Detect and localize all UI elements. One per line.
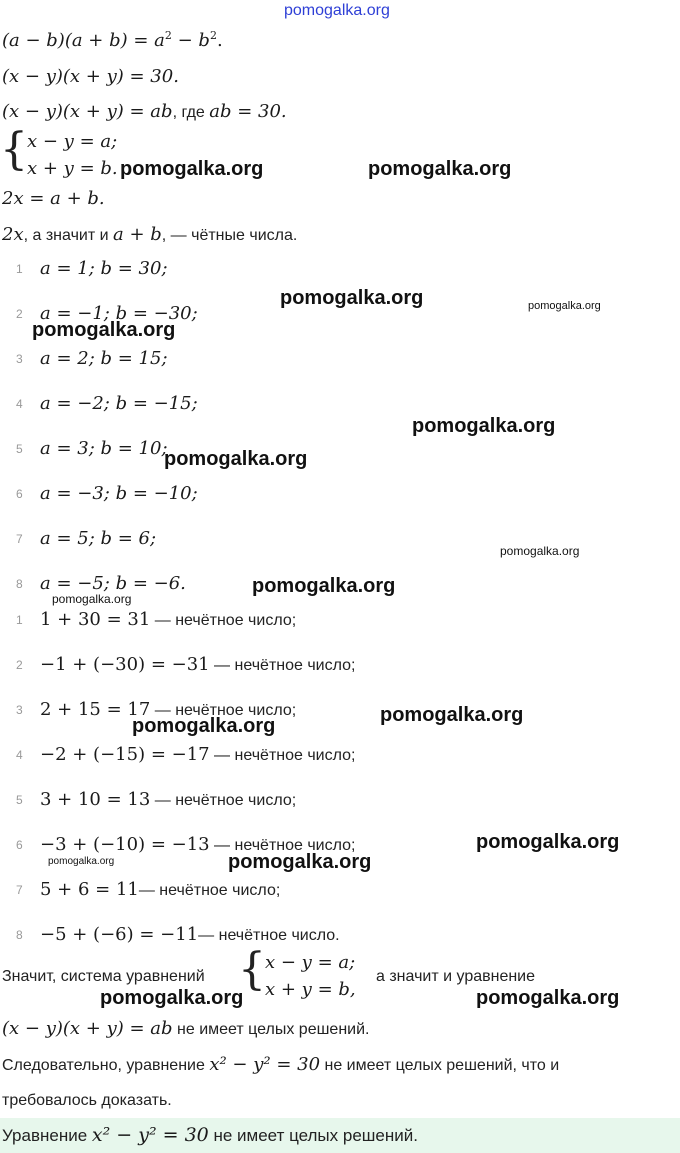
equation-2x: 2x = a + b. bbox=[2, 188, 105, 209]
list-item bbox=[40, 654, 355, 675]
list-item-number: 1 bbox=[16, 613, 23, 627]
equation-difference-of-squares: $(a - b)(a + b) = a^2 - b^2$. bbox=[2, 29, 223, 51]
sum-text: — нечётное число; bbox=[150, 702, 297, 719]
watermark-text: pomogalka.org bbox=[380, 704, 524, 726]
sum-expr: 1 + 30 = 31 bbox=[40, 609, 151, 630]
even-math1: 2x bbox=[2, 224, 24, 245]
conclusion-math: x² − y² = 30 bbox=[209, 1054, 321, 1075]
even-text2: , — чётные числа. bbox=[161, 227, 298, 244]
sum-text: — нечётное число. bbox=[198, 927, 340, 944]
list-item bbox=[40, 744, 355, 765]
sum-expr: 2 + 15 = 17 bbox=[40, 699, 151, 720]
watermark-text: pomogalka.org bbox=[280, 287, 424, 309]
watermark-text: pomogalka.org bbox=[132, 715, 276, 737]
conclusion-text: не имеет целых решений, что и bbox=[320, 1057, 560, 1074]
watermark-text: pomogalka.org bbox=[252, 575, 396, 597]
list-item-number: 8 bbox=[16, 577, 23, 591]
conclusion-math: (x − y)(x + y) = ab bbox=[2, 1018, 173, 1039]
list-item-number: 4 bbox=[16, 397, 23, 411]
list-item-number: 7 bbox=[16, 532, 23, 546]
list-item-number: 2 bbox=[16, 658, 23, 672]
list-item-number: 2 bbox=[16, 307, 23, 321]
list-item bbox=[40, 609, 296, 630]
list-item bbox=[40, 789, 296, 810]
list-item-number: 3 bbox=[16, 352, 23, 366]
even-text1: , а значит и bbox=[23, 227, 113, 244]
sum-text: — нечётное число; bbox=[209, 747, 356, 764]
system2-eq1: x − y = a; bbox=[265, 952, 356, 973]
watermark-text: pomogalka.org bbox=[100, 987, 244, 1009]
sum-expr: −3 + (−10) = −13 bbox=[40, 834, 210, 855]
equation-ab-math: (x − y)(x + y) = ab bbox=[2, 101, 173, 122]
text-gde: , где bbox=[172, 104, 210, 121]
equation-ab-value: ab = 30. bbox=[209, 101, 287, 122]
conclusion-line-2 bbox=[2, 1018, 369, 1039]
conclusion-line-4: требовалось доказать. bbox=[2, 1092, 172, 1109]
watermark-text: pomogalka.org bbox=[412, 415, 556, 437]
watermark-text: pomogalka.org bbox=[500, 544, 580, 558]
list-item: a = 5; b = 6; bbox=[40, 528, 157, 549]
watermark-text: pomogalka.org bbox=[48, 856, 115, 867]
system-brace-icon: { bbox=[0, 124, 28, 175]
list-item bbox=[40, 924, 340, 945]
list-item-number: 3 bbox=[16, 703, 23, 717]
sum-text: — нечётное число; bbox=[150, 792, 297, 809]
list-item-number: 5 bbox=[16, 442, 23, 456]
conclusion-text: Следовательно, уравнение bbox=[2, 1057, 210, 1074]
list-item: a = 1; b = 30; bbox=[40, 258, 168, 279]
even-statement bbox=[2, 224, 297, 245]
conclusion-text: не имеет целых решений. bbox=[172, 1021, 370, 1038]
system1-eq2: x + y = b. bbox=[27, 158, 118, 179]
watermark-text: pomogalka.org bbox=[528, 300, 601, 312]
sum-expr: −1 + (−30) = −31 bbox=[40, 654, 210, 675]
sum-text: — нечётное число; bbox=[209, 657, 356, 674]
watermark-text: pomogalka.org bbox=[52, 592, 132, 606]
answer-box bbox=[0, 1118, 680, 1153]
answer-text: не имеет целых решений. bbox=[208, 1126, 418, 1145]
list-item: a = 3; b = 10; bbox=[40, 438, 168, 459]
list-item-number: 5 bbox=[16, 793, 23, 807]
sum-expr: 3 + 10 = 13 bbox=[40, 789, 151, 810]
watermark-text: pomogalka.org bbox=[476, 987, 620, 1009]
sum-text: — нечётное число; bbox=[209, 837, 356, 854]
sum-text: — нечётное число; bbox=[138, 882, 281, 899]
watermark-text: pomogalka.org bbox=[228, 851, 372, 873]
equation-ab-line bbox=[2, 101, 287, 122]
list-item: a = 2; b = 15; bbox=[40, 348, 168, 369]
sum-expr: −2 + (−15) = −17 bbox=[40, 744, 210, 765]
list-item-number: 6 bbox=[16, 487, 23, 501]
watermark-text: pomogalka.org bbox=[120, 158, 264, 180]
list-item-number: 8 bbox=[16, 928, 23, 942]
list-item bbox=[40, 879, 280, 900]
sum-expr: 5 + 6 = 11 bbox=[40, 879, 139, 900]
answer-line bbox=[2, 1124, 418, 1146]
list-item: a = −1; b = −30; bbox=[40, 303, 198, 324]
answer-text: Уравнение bbox=[2, 1126, 92, 1145]
conclusion-text-2: а значит и уравнение bbox=[376, 968, 536, 985]
watermark-text: pomogalka.org bbox=[476, 831, 620, 853]
list-item: a = −3; b = −10; bbox=[40, 483, 198, 504]
list-item-number: 4 bbox=[16, 748, 23, 762]
watermark-text: pomogalka.org bbox=[368, 158, 512, 180]
list-item-number: 7 bbox=[16, 883, 23, 897]
sum-expr: −5 + (−6) = −11 bbox=[40, 924, 199, 945]
site-header-link[interactable]: pomogalka.org bbox=[284, 2, 390, 19]
even-math2: a + b bbox=[113, 224, 162, 245]
system2-eq2: x + y = b, bbox=[265, 979, 356, 1000]
equation-product-30: (x − y)(x + y) = 30. bbox=[2, 66, 179, 87]
list-item-number: 6 bbox=[16, 838, 23, 852]
watermark-text: pomogalka.org bbox=[164, 448, 308, 470]
watermark-text: pomogalka.org bbox=[32, 319, 176, 341]
list-item-number: 1 bbox=[16, 262, 23, 276]
conclusion-line-3 bbox=[2, 1054, 559, 1075]
sum-text: — нечётное число; bbox=[150, 612, 297, 629]
list-item: a = −5; b = −6. bbox=[40, 573, 186, 594]
conclusion-text-1: Значит, система уравнений bbox=[2, 968, 205, 985]
list-item: a = −2; b = −15; bbox=[40, 393, 198, 414]
system1-eq1: x − y = a; bbox=[27, 131, 118, 152]
answer-math: x² − y² = 30 bbox=[91, 1124, 209, 1146]
system-brace-icon: { bbox=[238, 944, 266, 995]
